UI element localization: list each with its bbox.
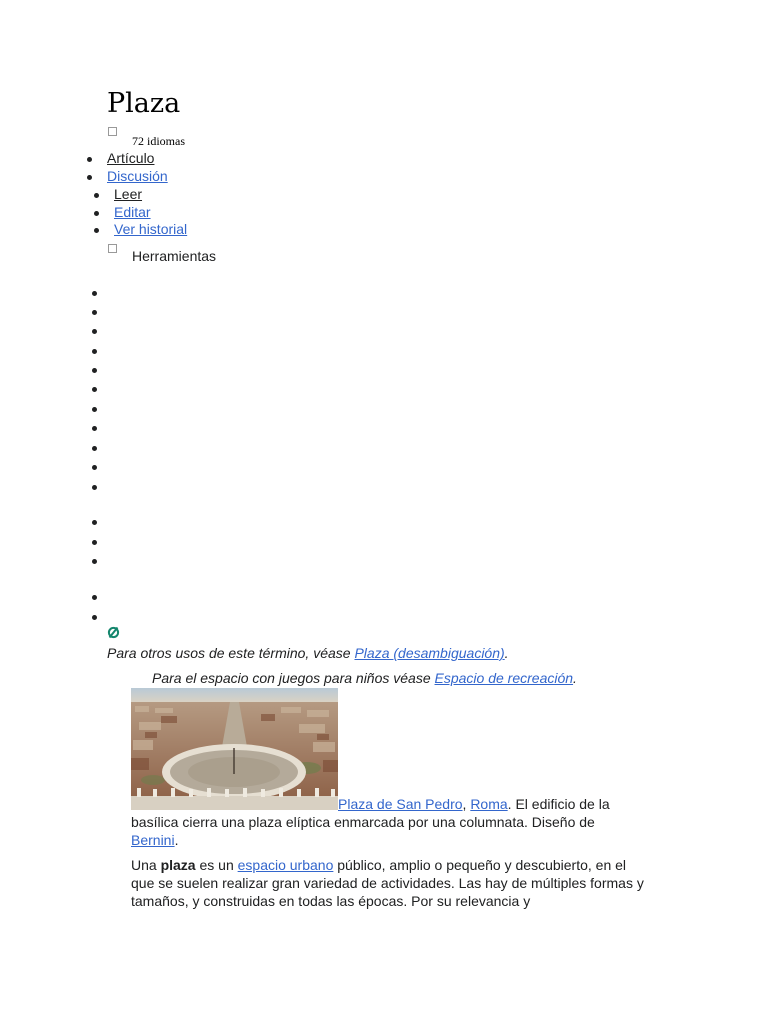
tab-discussion[interactable] (107, 168, 168, 184)
empty-list-bullet (92, 291, 97, 296)
page-title: Plaza (107, 88, 181, 119)
bernini-link[interactable]: Bernini (131, 832, 175, 848)
empty-list-bullet (92, 465, 97, 470)
empty-list-bullet (92, 368, 97, 373)
tab-edit[interactable] (114, 204, 151, 220)
tools-label[interactable]: Herramientas (132, 248, 217, 264)
caption-separator: , (462, 796, 471, 812)
disambiguation-hatnote (107, 645, 509, 661)
intro-paragraph (131, 856, 651, 910)
hatnote-period: . (573, 670, 577, 686)
empty-list-bullet (92, 446, 97, 451)
playground-hatnote (152, 670, 577, 686)
tab-history-link[interactable]: Ver historial (114, 221, 188, 237)
tab-history[interactable] (114, 221, 187, 237)
image-caption (131, 795, 641, 849)
tab-article-link[interactable]: Artículo (107, 150, 155, 166)
empty-list-bullet (92, 595, 97, 600)
empty-list-bullet (92, 485, 97, 490)
hatnote-text: Para el espacio con juegos para niños véase (152, 670, 435, 686)
caption-text: . El edificio de la basílica cierra una plaza elíptica enmarcada por una columnata. Diseño de (131, 796, 610, 830)
empty-list-bullet (92, 559, 97, 564)
hatnote-text: Para otros usos de este término, véase (107, 645, 355, 661)
st-peters-square-photo[interactable] (131, 688, 338, 810)
tab-article[interactable] (107, 150, 154, 166)
espacio-urbano-link[interactable]: espacio urbano (237, 857, 334, 873)
disambiguation-link[interactable]: Plaza (desambiguación) (354, 645, 505, 661)
empty-list-bullet (92, 310, 97, 315)
tools-toggle-checkbox[interactable] (108, 244, 117, 253)
st-peters-square-photo-art (131, 688, 338, 810)
empty-list-bullet (92, 407, 97, 412)
tab-discussion-link[interactable]: Discusión (107, 168, 168, 184)
empty-list-bullet (92, 426, 97, 431)
no-entry-notice-icon (107, 626, 120, 639)
tab-read-link[interactable]: Leer (114, 186, 143, 202)
tab-edit-link[interactable]: Editar (114, 204, 151, 220)
languages-label[interactable]: 72 idiomas (132, 134, 185, 148)
hatnote-period: . (504, 645, 509, 661)
empty-list-bullet (92, 615, 97, 620)
plaza-san-pedro-link[interactable]: Plaza de San Pedro (338, 796, 463, 812)
language-toggle-checkbox[interactable] (108, 127, 117, 136)
intro-text: Una (131, 857, 161, 873)
caption-period: . (174, 832, 179, 848)
roma-link[interactable]: Roma (470, 796, 508, 812)
empty-list-bullet (92, 329, 97, 334)
empty-list-bullet (92, 540, 97, 545)
empty-list-bullet (92, 387, 97, 392)
tab-read[interactable] (114, 186, 142, 202)
empty-list-bullet (92, 520, 97, 525)
empty-list-bullet (92, 349, 97, 354)
playground-link[interactable]: Espacio de recreación (434, 670, 574, 686)
intro-bold-term: plaza (160, 857, 196, 873)
intro-text: público, amplio o pequeño y descubierto, en el que se suelen realizar gran variedad de actividades. Las hay de múltiples formas y tamaños, y construidas en todas las épocas. Por su relevancia y (131, 857, 644, 909)
intro-text: es un (195, 857, 238, 873)
